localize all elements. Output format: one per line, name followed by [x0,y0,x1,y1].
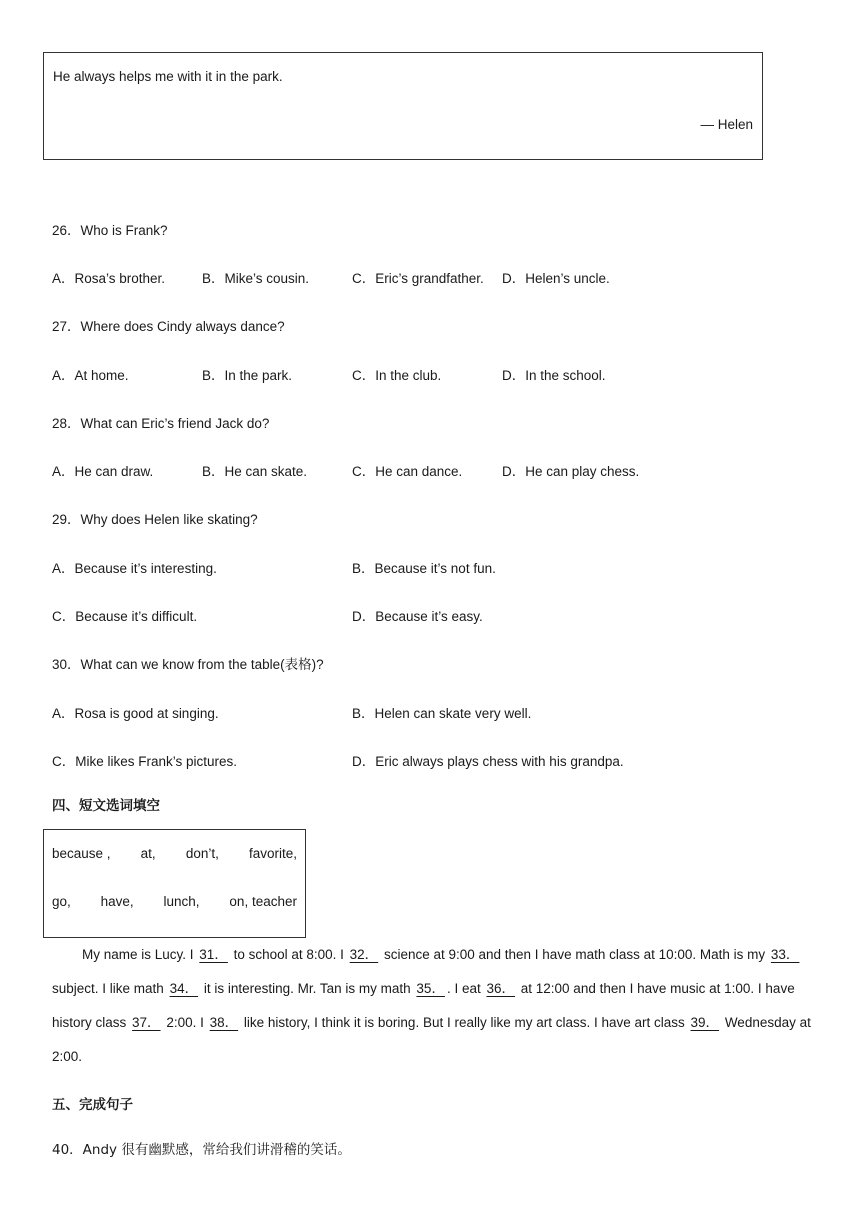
passage-text: 2:00. I [162,1015,208,1030]
word-bank-item: go, [52,894,71,909]
word-bank-box [43,829,306,938]
blank-33[interactable]: 33． [770,947,800,962]
word-bank-item: don’t, [185,846,219,861]
q29-option-b[interactable]: B．Because it’s not fun. [352,561,496,576]
word-bank-item: favorite, [248,846,297,861]
q29-option-c[interactable]: C．Because it’s difficult. [52,609,198,624]
q30-option-d[interactable]: D．Eric always plays chess with his grandpa. [352,754,624,769]
blank-36[interactable]: 36． [486,981,516,996]
q26-option-d[interactable]: D．Helen’s uncle. [502,271,610,286]
blank-35[interactable]: 35． [416,981,445,996]
section-5-title: 五、完成句子 [52,1097,133,1113]
passage-text: subject. I like math [52,981,168,996]
question-40-stem: 40．Andy 很有幽默感，常给我们讲滑稽的笑话。 [52,1142,351,1158]
word-bank-row-2 [52,894,297,909]
q30-option-c[interactable]: C．Mike likes Frank’s pictures. [52,754,238,769]
q27-option-d[interactable]: D．In the school. [502,368,606,383]
blank-34[interactable]: 34． [169,981,199,996]
question-26-stem: 26．Who is Frank? [52,223,168,238]
q29-option-a[interactable]: A．Because it’s interesting. [52,561,217,576]
q26-option-b[interactable]: B．Mike’s cousin. [202,271,310,286]
word-bank-item: at, [140,846,156,861]
blank-31[interactable]: 31． [199,947,228,962]
q28-option-c[interactable]: C．He can dance. [352,464,463,479]
passage-text: it is interesting. Mr. Tan is my math [200,981,415,996]
cloze-passage [52,938,822,1074]
q27-option-a[interactable]: A．At home. [52,368,129,383]
q28-option-b[interactable]: B．He can skate. [202,464,308,479]
section-4-title: 四、短文选词填空 [52,798,160,814]
word-bank-item: because , [52,846,111,861]
blank-37[interactable]: 37． [132,1015,161,1030]
word-bank-item: on, teacher [229,894,297,909]
q26-option-a[interactable]: A．Rosa’s brother. [52,271,166,286]
quote-line: He always helps me with it in the park. [53,69,283,84]
passage-text: to school at 8:00. I [229,947,348,962]
question-28-stem: 28．What can Eric’s friend Jack do? [52,416,270,431]
q30-option-a[interactable]: A．Rosa is good at singing. [52,706,219,721]
question-29-stem: 29．Why does Helen like skating? [52,512,258,527]
question-27-stem: 27．Where does Cindy always dance? [52,319,285,334]
passage-text: science at 9:00 and then I have math class at 10:00. Math is my [380,947,769,962]
q26-option-c[interactable]: C．Eric’s grandfather. [352,271,484,286]
blank-39[interactable]: 39． [690,1015,720,1030]
q28-option-d[interactable]: D．He can play chess. [502,464,640,479]
q30-option-b[interactable]: B．Helen can skate very well. [352,706,532,721]
quote-box [43,52,763,160]
q29-option-d[interactable]: D．Because it’s easy. [352,609,483,624]
blank-32[interactable]: 32． [349,947,379,962]
q28-option-a[interactable]: A．He can draw. [52,464,154,479]
blank-38[interactable]: 38． [209,1015,239,1030]
q27-option-b[interactable]: B．In the park. [202,368,293,383]
word-bank-item: lunch, [163,894,200,909]
quote-signature: — Helen [700,117,753,132]
passage-text: . I eat [446,981,485,996]
passage-text: like history, I think it is boring. But I really like my art class. I have art class [240,1015,689,1030]
passage-text: Wednesday at 2:00. [52,1015,811,1064]
q27-option-c[interactable]: C．In the club. [352,368,442,383]
word-bank-row-1 [52,846,297,861]
question-30-stem: 30．What can we know from the table(表格)? [52,657,324,672]
passage-text: My name is Lucy. I [82,947,198,962]
passage-text: at 12:00 and then I have music at 1:00. I have history class [52,981,795,1030]
word-bank-item: have, [100,894,134,909]
